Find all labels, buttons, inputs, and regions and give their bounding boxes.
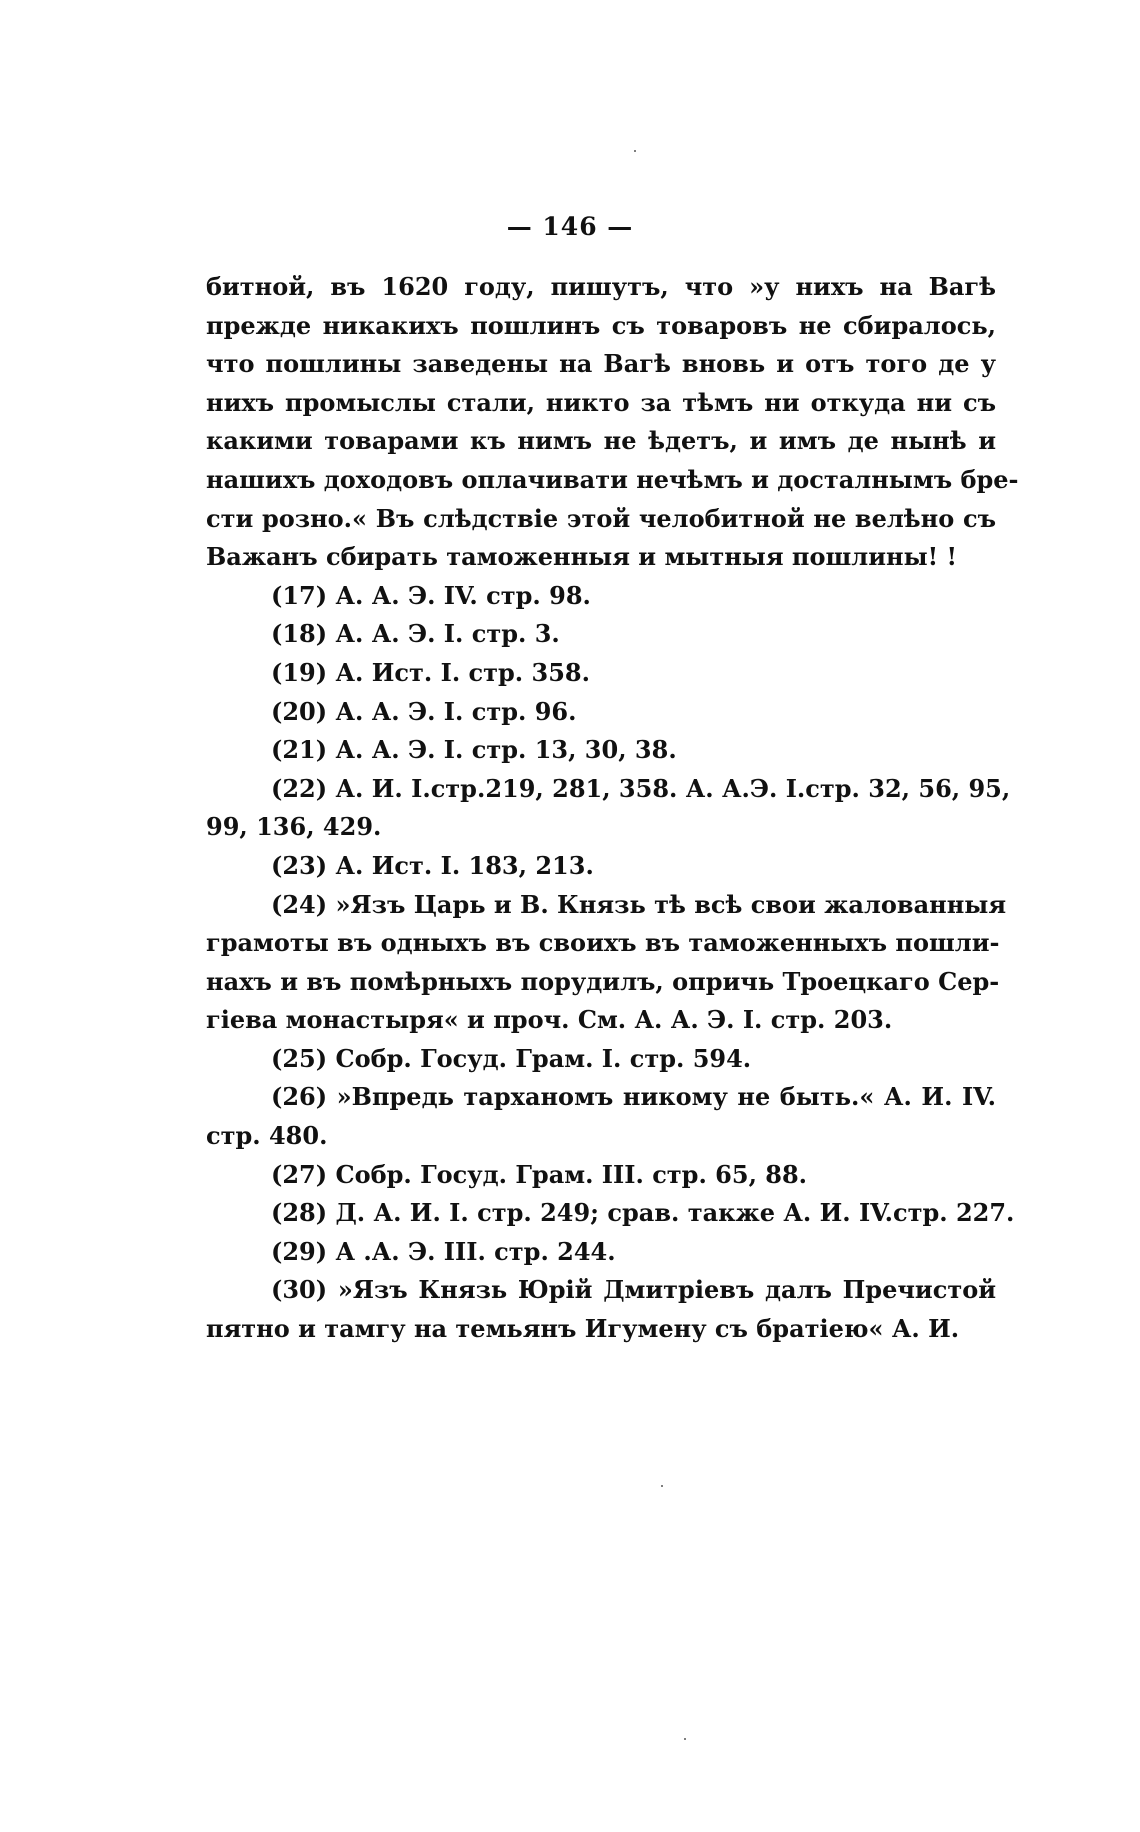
print-speck [661, 1485, 663, 1487]
footnote [206, 1040, 996, 1079]
footnote-line: (23) А. Ист. I. 183, 213. [271, 850, 594, 880]
body-line: битной, въ 1620 году, пишутъ, что »у нихъ на Вагѣ [206, 272, 996, 301]
print-speck [634, 150, 636, 152]
page-number: — 146 — [506, 212, 634, 241]
footnote [206, 577, 996, 616]
body-line: какими товарами къ нимъ не ѣдетъ, и имъ де нынѣ и [206, 426, 996, 456]
footnote-line: пятно и тамгу на темьянъ Игумену съ братіею« А. И. [206, 1314, 960, 1344]
footnote [206, 770, 1011, 847]
footnote-line: (19) А. Ист. I. стр. 358. [271, 657, 590, 687]
footnote [206, 654, 996, 693]
footnote-line: (26) »Впредь тарханомъ никому не быть.« А. И. IV. [271, 1082, 996, 1112]
footnote [206, 886, 1007, 1040]
footnote-line: (27) Собр. Госуд. Грам. III. стр. 65, 88. [271, 1159, 808, 1189]
footnote [206, 693, 996, 732]
footnote-line: стр. 480. [206, 1121, 328, 1151]
footnotes-list [206, 577, 1015, 1349]
footnote-line: (22) А. И. I.стр.219, 281, 358. А. А.Э. I.стр. 32, 56, 95, [271, 773, 1011, 803]
footnote-line: (24) »Язъ Царь и В. Князь тѣ всѣ свои жалованныя [271, 889, 1007, 919]
body-line: прежде никакихъ пошлинъ съ товаровъ не сбиралось, [206, 310, 996, 340]
footnote-line: (25) Собр. Госуд. Грам. I. стр. 594. [271, 1043, 752, 1073]
body-line: что пошлины заведены на Вагѣ вновь и отъ того де у [206, 349, 996, 379]
footnote [206, 1078, 996, 1155]
footnote-line: нахъ и въ помѣрныхъ порудилъ, опричь Троецкаго Сер- [206, 966, 1000, 996]
footnote [206, 1156, 996, 1195]
footnote [206, 615, 996, 654]
footnote-line: 99, 136, 429. [206, 812, 382, 842]
footnote-line: (28) Д. А. И. I. стр. 249; срав. также А. И. IV.стр. 227. [271, 1198, 1015, 1228]
footnote-line: (18) А. А. Э. I. стр. 3. [271, 619, 560, 649]
footnote [206, 1271, 996, 1348]
body-paragraph [206, 268, 1019, 577]
print-speck [684, 1738, 686, 1740]
footnote [206, 1233, 996, 1272]
footnote-line: (29) А .А. Э. III. стр. 244. [271, 1236, 616, 1266]
footnote-line: грамоты въ одныхъ въ своихъ въ таможенныхъ пошли- [206, 928, 1000, 958]
page-text [206, 268, 1019, 1349]
footnote [206, 847, 996, 886]
footnote-line: гіева монастыря« и проч. См. А. А. Э. I. стр. 203. [206, 1005, 893, 1035]
footnote-line: (30) »Язъ Князь Юрій Дмитріевъ далъ Пречистой [271, 1275, 996, 1305]
body-line: нихъ промыслы стали, никто за тѣмъ ни откуда ни съ [206, 387, 996, 417]
body-line: нашихъ доходовъ оплачивати нечѣмъ и досталнымъ бре- [206, 464, 1019, 494]
body-line: Важанъ сбирать таможенныя и мытныя пошлины! ! [206, 542, 958, 572]
footnote-line: (21) А. А. Э. I. стр. 13, 30, 38. [271, 735, 677, 765]
footnote [206, 1194, 1015, 1233]
footnote-line: (17) А. А. Э. IV. стр. 98. [271, 580, 591, 610]
footnote [206, 731, 996, 770]
footnote-line: (20) А. А. Э. I. стр. 96. [271, 696, 577, 726]
body-line: сти розно.« Въ слѣдствіе этой челобитной не велѣно съ [206, 503, 996, 533]
